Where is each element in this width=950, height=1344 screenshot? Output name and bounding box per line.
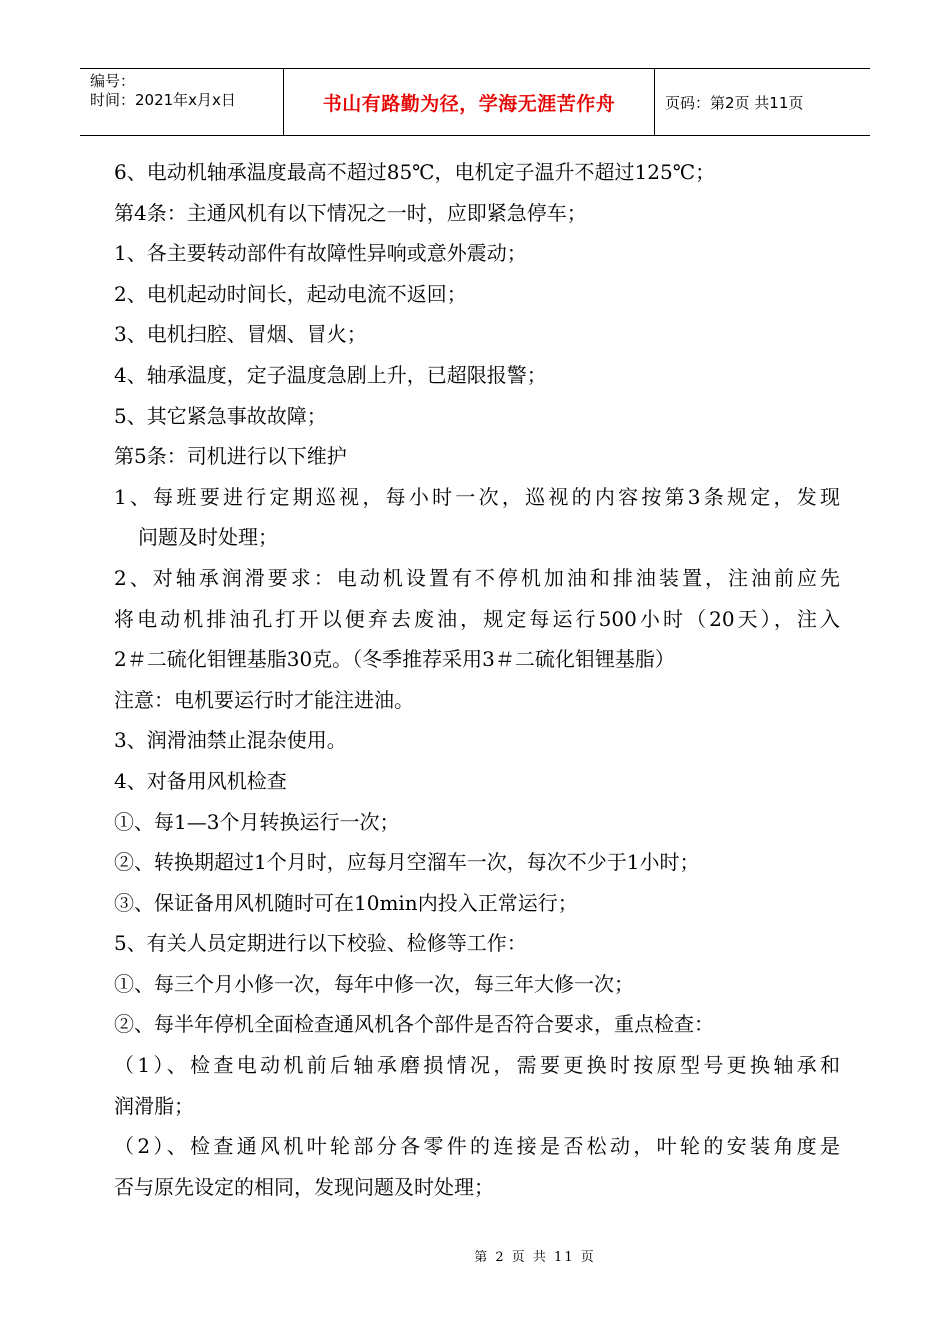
text-line: （1）、检查电动机前后轴承磨损情况，需要更换时按原型号更换轴承和 — [114, 1053, 840, 1078]
text-line: （2）、检查通风机叶轮部分各零件的连接是否松动，叶轮的安装角度是 — [114, 1134, 840, 1159]
text-line: 1、各主要转动部件有故障性异响或意外震动； — [114, 241, 527, 266]
text-line: 2、对轴承润滑要求：电动机设置有不停机加油和排油装置，注油前应先 — [114, 565, 840, 590]
header-meta — [80, 69, 284, 135]
header-motto: 书山有路勤为径，学海无涯苦作舟 — [284, 69, 655, 135]
document-header — [80, 68, 870, 136]
note-line: 注意：电机要运行时才能注进油。 — [114, 687, 414, 712]
text-line: 2、电机起动时间长，起动电流不返回； — [114, 281, 467, 306]
number-label: 编号： — [90, 72, 136, 90]
text-line: ②、每半年停机全面检查通风机各个部件是否符合要求，重点检查： — [114, 1012, 714, 1037]
text-line: ①、每1—3个月转换运行一次； — [114, 809, 400, 834]
text-line: 否与原先设定的相同，发现问题及时处理； — [114, 1174, 494, 1199]
date-label: 时间：2021年x月x日 — [90, 91, 236, 109]
document-body — [114, 152, 840, 1207]
section-heading: 第4条：主通风机有以下情况之一时，应即紧急停车； — [114, 200, 587, 225]
text-line: 4、对备用风机检查 — [114, 768, 287, 793]
text-line: 润滑脂； — [114, 1093, 194, 1118]
text-line: 3、电机扫腔、冒烟、冒火； — [114, 322, 367, 347]
text-line: 6、电动机轴承温度最高不超过85℃，电机定子温升不超过125℃； — [114, 160, 716, 184]
header-page-info: 页码：第2页 共11页 — [665, 93, 804, 112]
text-line: 问题及时处理； — [138, 525, 278, 550]
text-line: 将电动机排油孔打开以便弃去废油，规定每运行500小时（20天），注入 — [114, 606, 840, 631]
text-line: ①、每三个月小修一次，每年中修一次，每三年大修一次； — [114, 971, 634, 996]
section-heading: 第5条：司机进行以下维护 — [114, 444, 347, 469]
text-line: 1、每班要进行定期巡视，每小时一次，巡视的内容按第3条规定，发现 — [114, 484, 840, 509]
text-line: 4、轴承温度，定子温度急剧上升，已超限报警； — [114, 362, 547, 387]
page-footer: 第 2 页 共 11 页 — [474, 1250, 596, 1265]
text-line: 3、润滑油禁止混杂使用。 — [114, 728, 347, 753]
text-line: 5、有关人员定期进行以下校验、检修等工作： — [114, 931, 527, 956]
text-line: ③、保证备用风机随时可在10min内投入正常运行； — [114, 890, 578, 915]
text-line: 2＃二硫化钼锂基脂30克。（冬季推荐采用3＃二硫化钼锂基脂） — [114, 647, 675, 672]
text-line: 5、其它紧急事故故障； — [114, 403, 327, 428]
text-line: ②、转换期超过1个月时，应每月空溜车一次，每次不少于1小时； — [114, 850, 700, 875]
